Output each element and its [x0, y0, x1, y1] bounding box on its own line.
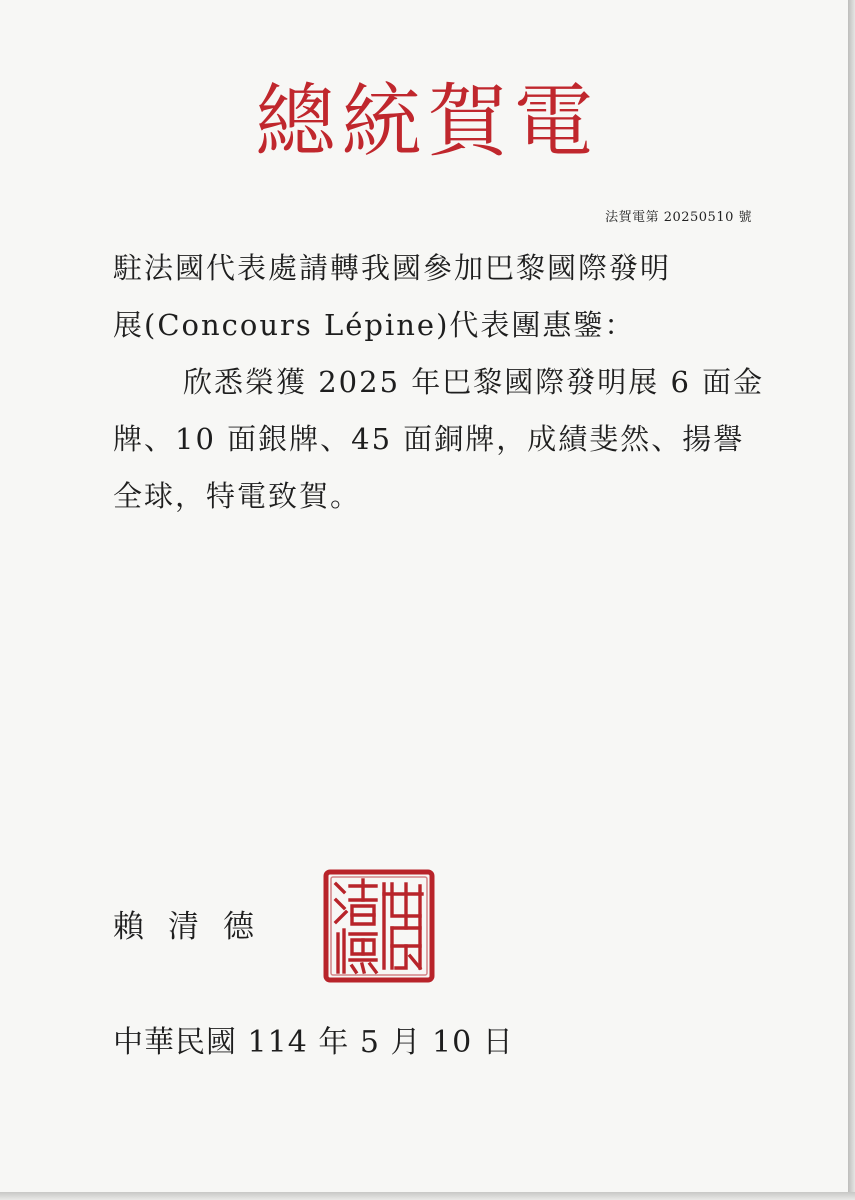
letter-body [113, 240, 773, 525]
issue-date: 中華民國 114 年 5 月 10 日 [113, 1025, 514, 1060]
document-title: 總統賀電 [255, 75, 600, 168]
reference-number: 法賀電第 20250510 號 [605, 210, 752, 225]
paper-edge-bottom [0, 1192, 855, 1200]
salutation-line-1: 駐法國代表處請轉我國參加巴黎國際發明 [113, 251, 672, 285]
personal-seal-stamp [322, 868, 436, 984]
paper-edge-right [848, 0, 855, 1200]
salutation-line-2: 展(Concours Lépine)代表團惠鑒： [113, 308, 636, 342]
signer-name: 賴清德 [113, 909, 278, 945]
congratulation-message: 欣悉榮獲 2025 年巴黎國際發明展 6 面金牌、10 面銀牌、45 面銅牌，成績斐然、揚譽全球，特電致賀。 [113, 365, 765, 513]
